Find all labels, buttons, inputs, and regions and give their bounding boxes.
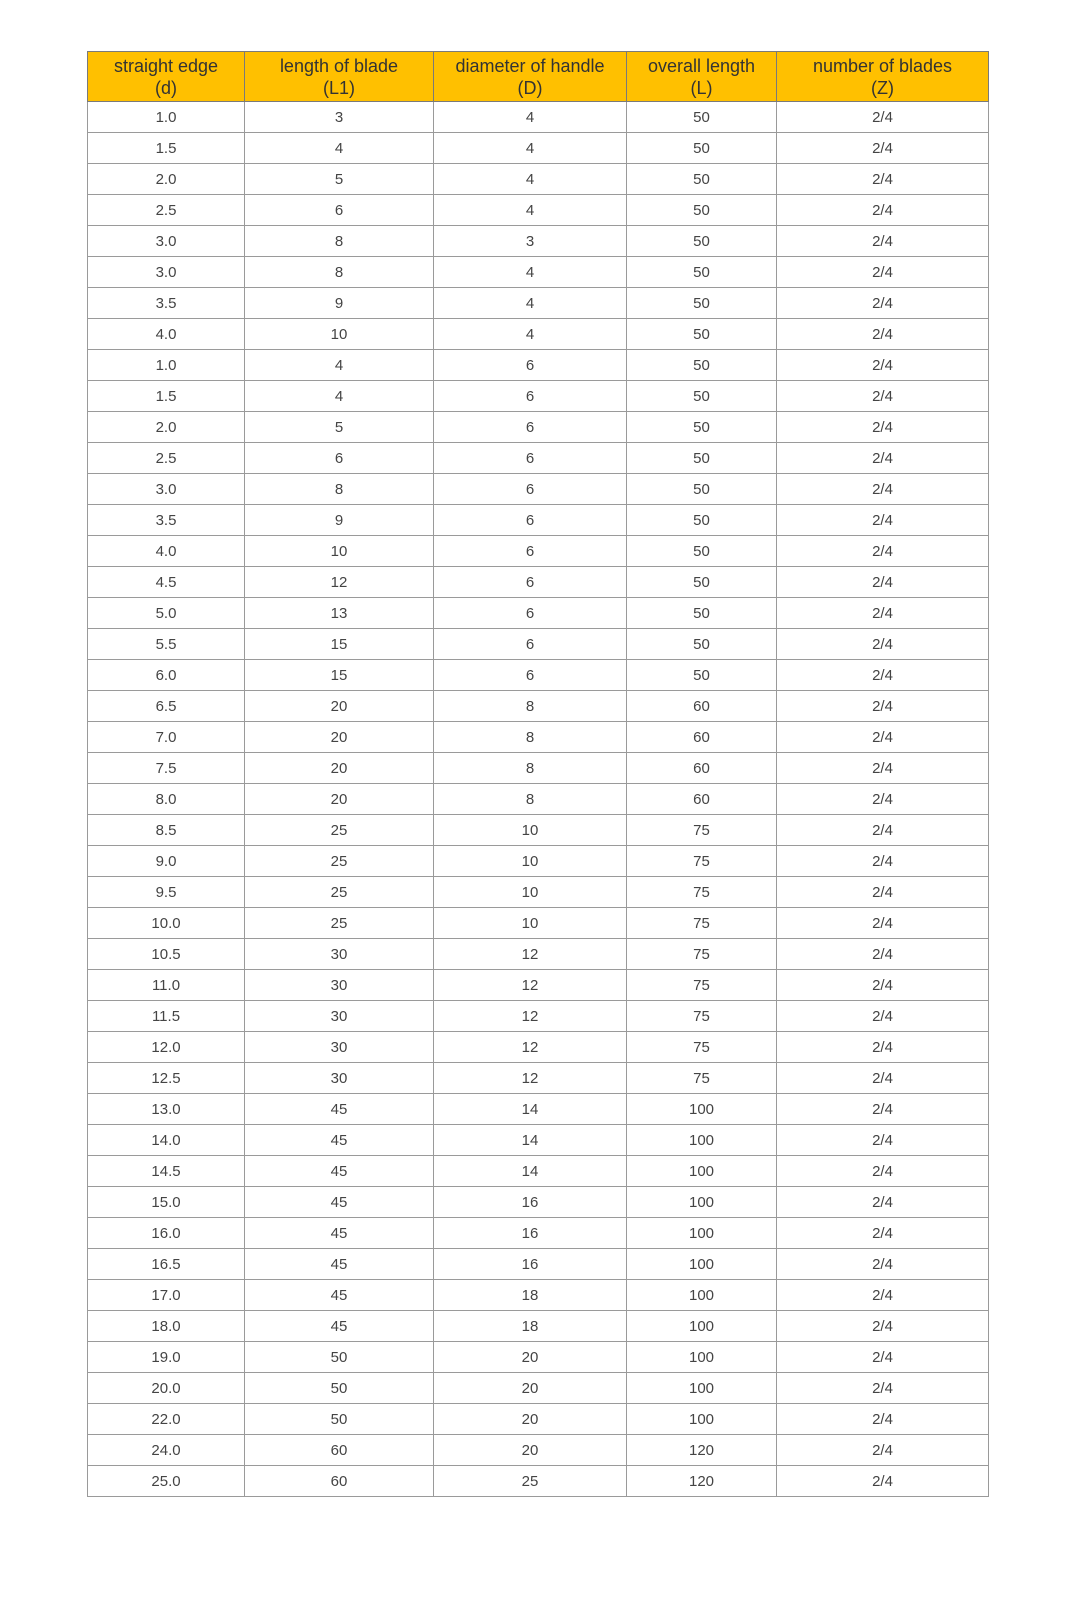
handle-diameter-cell: 8 — [434, 691, 627, 722]
straight-edge-cell: 1.5 — [88, 133, 245, 164]
handle-diameter-cell: 6 — [434, 598, 627, 629]
straight-edge-cell: 1.0 — [88, 102, 245, 133]
header-diameter-of-handle — [434, 52, 627, 102]
table-row — [88, 1032, 989, 1063]
blade-length-cell: 6 — [245, 195, 434, 226]
table-row — [88, 505, 989, 536]
table-row — [88, 939, 989, 970]
blade-count-cell: 2/4 — [777, 288, 989, 319]
overall-length-cell: 50 — [627, 474, 777, 505]
handle-diameter-cell: 8 — [434, 722, 627, 753]
handle-diameter-cell: 6 — [434, 474, 627, 505]
handle-diameter-cell: 12 — [434, 939, 627, 970]
blade-count-cell: 2/4 — [777, 381, 989, 412]
overall-length-cell: 50 — [627, 536, 777, 567]
header-symbol: (d) — [155, 77, 177, 98]
overall-length-cell: 100 — [627, 1156, 777, 1187]
table-row — [88, 226, 989, 257]
spec-table — [87, 51, 989, 1497]
blade-count-cell: 2/4 — [777, 877, 989, 908]
header-label: length of blade — [279, 55, 399, 76]
overall-length-cell: 50 — [627, 226, 777, 257]
straight-edge-cell: 22.0 — [88, 1404, 245, 1435]
blade-count-cell: 2/4 — [777, 1187, 989, 1218]
blade-length-cell: 30 — [245, 970, 434, 1001]
blade-length-cell: 9 — [245, 505, 434, 536]
blade-length-cell: 8 — [245, 257, 434, 288]
handle-diameter-cell: 4 — [434, 133, 627, 164]
handle-diameter-cell: 6 — [434, 660, 627, 691]
handle-diameter-cell: 18 — [434, 1280, 627, 1311]
table-row — [88, 257, 989, 288]
header-label: overall length — [647, 55, 756, 76]
blade-length-cell: 25 — [245, 815, 434, 846]
blade-count-cell: 2/4 — [777, 1218, 989, 1249]
blade-length-cell: 50 — [245, 1404, 434, 1435]
header-label: number of blades — [812, 55, 953, 76]
blade-length-cell: 50 — [245, 1373, 434, 1404]
handle-diameter-cell: 20 — [434, 1373, 627, 1404]
table-row — [88, 474, 989, 505]
straight-edge-cell: 3.5 — [88, 505, 245, 536]
overall-length-cell: 75 — [627, 1001, 777, 1032]
overall-length-cell: 75 — [627, 970, 777, 1001]
blade-count-cell: 2/4 — [777, 443, 989, 474]
handle-diameter-cell: 16 — [434, 1249, 627, 1280]
blade-count-cell: 2/4 — [777, 1001, 989, 1032]
overall-length-cell: 60 — [627, 722, 777, 753]
handle-diameter-cell: 12 — [434, 1001, 627, 1032]
straight-edge-cell: 8.5 — [88, 815, 245, 846]
blade-count-cell: 2/4 — [777, 319, 989, 350]
overall-length-cell: 75 — [627, 908, 777, 939]
handle-diameter-cell: 4 — [434, 288, 627, 319]
handle-diameter-cell: 10 — [434, 846, 627, 877]
blade-count-cell: 2/4 — [777, 1280, 989, 1311]
table-row — [88, 319, 989, 350]
overall-length-cell: 50 — [627, 412, 777, 443]
blade-length-cell: 13 — [245, 598, 434, 629]
straight-edge-cell: 14.0 — [88, 1125, 245, 1156]
overall-length-cell: 120 — [627, 1435, 777, 1466]
table-row — [88, 288, 989, 319]
handle-diameter-cell: 3 — [434, 226, 627, 257]
blade-length-cell: 30 — [245, 1063, 434, 1094]
handle-diameter-cell: 20 — [434, 1435, 627, 1466]
blade-count-cell: 2/4 — [777, 660, 989, 691]
blade-count-cell: 2/4 — [777, 784, 989, 815]
handle-diameter-cell: 4 — [434, 257, 627, 288]
straight-edge-cell: 3.5 — [88, 288, 245, 319]
blade-length-cell: 45 — [245, 1125, 434, 1156]
handle-diameter-cell: 16 — [434, 1187, 627, 1218]
overall-length-cell: 100 — [627, 1373, 777, 1404]
straight-edge-cell: 6.5 — [88, 691, 245, 722]
straight-edge-cell: 20.0 — [88, 1373, 245, 1404]
straight-edge-cell: 18.0 — [88, 1311, 245, 1342]
overall-length-cell: 50 — [627, 443, 777, 474]
straight-edge-cell: 5.0 — [88, 598, 245, 629]
handle-diameter-cell: 14 — [434, 1156, 627, 1187]
straight-edge-cell: 24.0 — [88, 1435, 245, 1466]
header-symbol: (D) — [517, 77, 543, 98]
handle-diameter-cell: 6 — [434, 350, 627, 381]
straight-edge-cell: 12.0 — [88, 1032, 245, 1063]
overall-length-cell: 100 — [627, 1342, 777, 1373]
blade-count-cell: 2/4 — [777, 908, 989, 939]
table-row — [88, 629, 989, 660]
overall-length-cell: 100 — [627, 1218, 777, 1249]
straight-edge-cell: 2.5 — [88, 195, 245, 226]
handle-diameter-cell: 6 — [434, 381, 627, 412]
straight-edge-cell: 4.0 — [88, 319, 245, 350]
straight-edge-cell: 10.0 — [88, 908, 245, 939]
blade-count-cell: 2/4 — [777, 1249, 989, 1280]
straight-edge-cell: 16.5 — [88, 1249, 245, 1280]
handle-diameter-cell: 4 — [434, 102, 627, 133]
blade-count-cell: 2/4 — [777, 1032, 989, 1063]
overall-length-cell: 100 — [627, 1311, 777, 1342]
table-row — [88, 1466, 989, 1497]
overall-length-cell: 50 — [627, 195, 777, 226]
table-row — [88, 660, 989, 691]
header-number-of-blades — [777, 52, 989, 102]
blade-count-cell: 2/4 — [777, 505, 989, 536]
blade-length-cell: 15 — [245, 629, 434, 660]
table-row — [88, 1404, 989, 1435]
table-row — [88, 1218, 989, 1249]
blade-length-cell: 6 — [245, 443, 434, 474]
blade-length-cell: 5 — [245, 412, 434, 443]
handle-diameter-cell: 14 — [434, 1125, 627, 1156]
handle-diameter-cell: 6 — [434, 567, 627, 598]
overall-length-cell: 50 — [627, 505, 777, 536]
straight-edge-cell: 12.5 — [88, 1063, 245, 1094]
straight-edge-cell: 13.0 — [88, 1094, 245, 1125]
table-row — [88, 1001, 989, 1032]
blade-count-cell: 2/4 — [777, 722, 989, 753]
blade-count-cell: 2/4 — [777, 195, 989, 226]
handle-diameter-cell: 12 — [434, 970, 627, 1001]
table-row — [88, 536, 989, 567]
blade-length-cell: 20 — [245, 691, 434, 722]
overall-length-cell: 75 — [627, 846, 777, 877]
blade-count-cell: 2/4 — [777, 753, 989, 784]
straight-edge-cell: 2.0 — [88, 412, 245, 443]
blade-count-cell: 2/4 — [777, 1063, 989, 1094]
blade-count-cell: 2/4 — [777, 1125, 989, 1156]
straight-edge-cell: 5.5 — [88, 629, 245, 660]
straight-edge-cell: 14.5 — [88, 1156, 245, 1187]
handle-diameter-cell: 4 — [434, 195, 627, 226]
blade-length-cell: 10 — [245, 319, 434, 350]
blade-count-cell: 2/4 — [777, 629, 989, 660]
blade-length-cell: 45 — [245, 1280, 434, 1311]
blade-count-cell: 2/4 — [777, 350, 989, 381]
table-row — [88, 381, 989, 412]
overall-length-cell: 100 — [627, 1094, 777, 1125]
overall-length-cell: 50 — [627, 257, 777, 288]
blade-count-cell: 2/4 — [777, 691, 989, 722]
overall-length-cell: 75 — [627, 815, 777, 846]
overall-length-cell: 60 — [627, 784, 777, 815]
blade-count-cell: 2/4 — [777, 1311, 989, 1342]
blade-length-cell: 20 — [245, 722, 434, 753]
blade-length-cell: 60 — [245, 1435, 434, 1466]
overall-length-cell: 60 — [627, 753, 777, 784]
blade-length-cell: 60 — [245, 1466, 434, 1497]
handle-diameter-cell: 20 — [434, 1404, 627, 1435]
blade-length-cell: 12 — [245, 567, 434, 598]
table-row — [88, 598, 989, 629]
table-row — [88, 195, 989, 226]
overall-length-cell: 100 — [627, 1280, 777, 1311]
blade-length-cell: 30 — [245, 1032, 434, 1063]
table-row — [88, 846, 989, 877]
straight-edge-cell: 6.0 — [88, 660, 245, 691]
overall-length-cell: 50 — [627, 102, 777, 133]
blade-count-cell: 2/4 — [777, 598, 989, 629]
handle-diameter-cell: 8 — [434, 784, 627, 815]
overall-length-cell: 50 — [627, 567, 777, 598]
table-row — [88, 908, 989, 939]
blade-length-cell: 45 — [245, 1249, 434, 1280]
table-row — [88, 1280, 989, 1311]
table-row — [88, 350, 989, 381]
blade-count-cell: 2/4 — [777, 846, 989, 877]
overall-length-cell: 50 — [627, 629, 777, 660]
handle-diameter-cell: 4 — [434, 164, 627, 195]
blade-length-cell: 3 — [245, 102, 434, 133]
blade-length-cell: 50 — [245, 1342, 434, 1373]
blade-count-cell: 2/4 — [777, 1342, 989, 1373]
handle-diameter-cell: 10 — [434, 908, 627, 939]
table-header-row — [88, 52, 989, 102]
blade-length-cell: 25 — [245, 846, 434, 877]
table-row — [88, 567, 989, 598]
handle-diameter-cell: 16 — [434, 1218, 627, 1249]
overall-length-cell: 100 — [627, 1187, 777, 1218]
blade-count-cell: 2/4 — [777, 412, 989, 443]
blade-length-cell: 10 — [245, 536, 434, 567]
blade-length-cell: 30 — [245, 1001, 434, 1032]
blade-length-cell: 25 — [245, 877, 434, 908]
table-row — [88, 815, 989, 846]
blade-length-cell: 4 — [245, 381, 434, 412]
blade-count-cell: 2/4 — [777, 970, 989, 1001]
table-row — [88, 1156, 989, 1187]
overall-length-cell: 100 — [627, 1404, 777, 1435]
table-row — [88, 784, 989, 815]
blade-count-cell: 2/4 — [777, 226, 989, 257]
table-row — [88, 133, 989, 164]
blade-length-cell: 25 — [245, 908, 434, 939]
blade-count-cell: 2/4 — [777, 102, 989, 133]
table-row — [88, 1094, 989, 1125]
blade-length-cell: 45 — [245, 1311, 434, 1342]
header-straight-edge — [88, 52, 245, 102]
handle-diameter-cell: 8 — [434, 753, 627, 784]
blade-length-cell: 8 — [245, 474, 434, 505]
handle-diameter-cell: 14 — [434, 1094, 627, 1125]
blade-length-cell: 5 — [245, 164, 434, 195]
blade-length-cell: 45 — [245, 1218, 434, 1249]
table-row — [88, 691, 989, 722]
overall-length-cell: 50 — [627, 598, 777, 629]
handle-diameter-cell: 6 — [434, 505, 627, 536]
straight-edge-cell: 3.0 — [88, 226, 245, 257]
handle-diameter-cell: 6 — [434, 629, 627, 660]
straight-edge-cell: 11.0 — [88, 970, 245, 1001]
blade-count-cell: 2/4 — [777, 1094, 989, 1125]
blade-count-cell: 2/4 — [777, 1404, 989, 1435]
blade-count-cell: 2/4 — [777, 536, 989, 567]
table-row — [88, 1435, 989, 1466]
overall-length-cell: 75 — [627, 1032, 777, 1063]
header-label: straight edge — [113, 55, 219, 76]
overall-length-cell: 50 — [627, 288, 777, 319]
blade-count-cell: 2/4 — [777, 815, 989, 846]
table-row — [88, 102, 989, 133]
table-row — [88, 722, 989, 753]
table-row — [88, 970, 989, 1001]
straight-edge-cell: 11.5 — [88, 1001, 245, 1032]
header-length-of-blade — [245, 52, 434, 102]
overall-length-cell: 50 — [627, 350, 777, 381]
straight-edge-cell: 2.0 — [88, 164, 245, 195]
table-row — [88, 412, 989, 443]
straight-edge-cell: 7.0 — [88, 722, 245, 753]
table-row — [88, 1187, 989, 1218]
overall-length-cell: 75 — [627, 939, 777, 970]
overall-length-cell: 50 — [627, 381, 777, 412]
blade-length-cell: 15 — [245, 660, 434, 691]
overall-length-cell: 100 — [627, 1125, 777, 1156]
blade-count-cell: 2/4 — [777, 567, 989, 598]
blade-length-cell: 45 — [245, 1187, 434, 1218]
straight-edge-cell: 10.5 — [88, 939, 245, 970]
straight-edge-cell: 4.0 — [88, 536, 245, 567]
overall-length-cell: 50 — [627, 133, 777, 164]
header-overall-length — [627, 52, 777, 102]
overall-length-cell: 100 — [627, 1249, 777, 1280]
overall-length-cell: 120 — [627, 1466, 777, 1497]
straight-edge-cell: 9.5 — [88, 877, 245, 908]
straight-edge-cell: 17.0 — [88, 1280, 245, 1311]
straight-edge-cell: 8.0 — [88, 784, 245, 815]
straight-edge-cell: 9.0 — [88, 846, 245, 877]
handle-diameter-cell: 18 — [434, 1311, 627, 1342]
straight-edge-cell: 16.0 — [88, 1218, 245, 1249]
blade-count-cell: 2/4 — [777, 1466, 989, 1497]
blade-count-cell: 2/4 — [777, 257, 989, 288]
straight-edge-cell: 15.0 — [88, 1187, 245, 1218]
handle-diameter-cell: 20 — [434, 1342, 627, 1373]
blade-count-cell: 2/4 — [777, 1156, 989, 1187]
blade-count-cell: 2/4 — [777, 164, 989, 195]
straight-edge-cell: 4.5 — [88, 567, 245, 598]
blade-length-cell: 9 — [245, 288, 434, 319]
handle-diameter-cell: 12 — [434, 1063, 627, 1094]
straight-edge-cell: 3.0 — [88, 257, 245, 288]
blade-length-cell: 45 — [245, 1156, 434, 1187]
straight-edge-cell: 1.5 — [88, 381, 245, 412]
blade-length-cell: 20 — [245, 784, 434, 815]
blade-count-cell: 2/4 — [777, 133, 989, 164]
blade-count-cell: 2/4 — [777, 474, 989, 505]
straight-edge-cell: 25.0 — [88, 1466, 245, 1497]
straight-edge-cell: 2.5 — [88, 443, 245, 474]
overall-length-cell: 50 — [627, 164, 777, 195]
handle-diameter-cell: 12 — [434, 1032, 627, 1063]
handle-diameter-cell: 6 — [434, 536, 627, 567]
overall-length-cell: 50 — [627, 319, 777, 350]
table-row — [88, 1342, 989, 1373]
table-row — [88, 1249, 989, 1280]
blade-length-cell: 45 — [245, 1094, 434, 1125]
blade-length-cell: 30 — [245, 939, 434, 970]
straight-edge-cell: 7.5 — [88, 753, 245, 784]
handle-diameter-cell: 10 — [434, 877, 627, 908]
header-symbol: (L) — [690, 77, 713, 98]
blade-length-cell: 8 — [245, 226, 434, 257]
blade-count-cell: 2/4 — [777, 1435, 989, 1466]
handle-diameter-cell: 10 — [434, 815, 627, 846]
blade-length-cell: 20 — [245, 753, 434, 784]
table-row — [88, 877, 989, 908]
blade-length-cell: 4 — [245, 350, 434, 381]
handle-diameter-cell: 25 — [434, 1466, 627, 1497]
handle-diameter-cell: 6 — [434, 412, 627, 443]
handle-diameter-cell: 4 — [434, 319, 627, 350]
header-symbol: (Z) — [871, 77, 894, 98]
straight-edge-cell: 3.0 — [88, 474, 245, 505]
straight-edge-cell: 1.0 — [88, 350, 245, 381]
handle-diameter-cell: 6 — [434, 443, 627, 474]
overall-length-cell: 75 — [627, 877, 777, 908]
table-row — [88, 753, 989, 784]
table-row — [88, 1063, 989, 1094]
straight-edge-cell: 19.0 — [88, 1342, 245, 1373]
header-label: diameter of handle — [455, 55, 605, 76]
table-body — [88, 102, 989, 1497]
table-row — [88, 1125, 989, 1156]
overall-length-cell: 50 — [627, 660, 777, 691]
blade-count-cell: 2/4 — [777, 1373, 989, 1404]
table-row — [88, 443, 989, 474]
header-symbol: (L1) — [322, 77, 355, 98]
table-row — [88, 1311, 989, 1342]
blade-length-cell: 4 — [245, 133, 434, 164]
overall-length-cell: 60 — [627, 691, 777, 722]
overall-length-cell: 75 — [627, 1063, 777, 1094]
table-row — [88, 164, 989, 195]
table-row — [88, 1373, 989, 1404]
blade-count-cell: 2/4 — [777, 939, 989, 970]
